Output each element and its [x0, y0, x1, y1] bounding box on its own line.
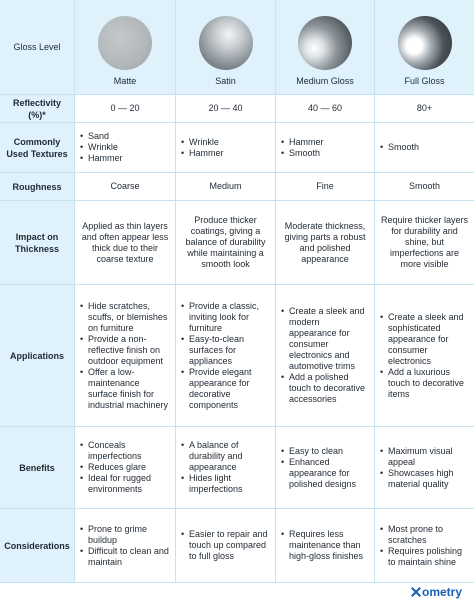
- bullet-list: [80, 524, 170, 568]
- header-row: [0, 0, 474, 95]
- header-matte: [75, 0, 176, 95]
- list-item: • Hammer: [181, 148, 270, 159]
- list-item: • Enhanced appearance for polished designs: [281, 457, 369, 490]
- list-item: • Difficult to clean and maintain: [80, 546, 170, 568]
- list-item: • Add a luxurious touch to decorative items: [380, 367, 469, 400]
- matte-swatch: [98, 16, 152, 70]
- textures-satin: [176, 123, 276, 173]
- reflectivity-row: [0, 95, 474, 123]
- considerations-row: [0, 509, 474, 583]
- textures-medium-gloss: [276, 123, 375, 173]
- bullet-list: [80, 301, 170, 411]
- medium-gloss-label: Medium Gloss: [296, 75, 354, 86]
- thickness-satin: Produce thicker coatings, giving a balance of durability while maintaining a smooth look: [176, 201, 276, 285]
- benefits-satin: [176, 427, 276, 509]
- list-item: • Prone to grime buildup: [80, 524, 170, 546]
- bullet-list: [380, 312, 469, 400]
- list-item: • Requires less maintenance than high-gloss finishes: [281, 529, 369, 562]
- list-item: • Requires polishing to maintain shine: [380, 546, 469, 568]
- list-item: • Hammer: [80, 153, 170, 164]
- applications-label: Applications: [0, 285, 75, 427]
- considerations-label: Considerations: [0, 509, 75, 583]
- header-medium-gloss: [276, 0, 375, 95]
- textures-row: [0, 123, 474, 173]
- considerations-matte: [75, 509, 176, 583]
- list-item: • Smooth: [281, 148, 369, 159]
- list-item: • Sand: [80, 131, 170, 142]
- considerations-medium-gloss: [276, 509, 375, 583]
- thickness-medium-gloss: Moderate thickness, giving parts a robust and polished appearance: [276, 201, 375, 285]
- bullet-list: [281, 306, 369, 405]
- bullet-list: [281, 137, 369, 159]
- header-full-gloss: [375, 0, 474, 95]
- applications-full-gloss: [375, 285, 474, 427]
- list-item: • Showcases high material quality: [380, 468, 469, 490]
- reflectivity-satin: 20 — 40: [176, 95, 276, 123]
- roughness-medium-gloss: Fine: [276, 173, 375, 201]
- list-item: • Wrinkle: [181, 137, 270, 148]
- roughness-label: Roughness: [0, 173, 75, 201]
- x-mark-icon: [411, 587, 421, 597]
- bullet-list: [380, 446, 469, 490]
- bullet-list: [281, 529, 369, 562]
- list-item: • A balance of durability and appearance: [181, 440, 270, 473]
- list-item: • Maximum visual appeal: [380, 446, 469, 468]
- thickness-matte: Applied as thin layers and often appear less thick due to their coarse texture: [75, 201, 176, 285]
- list-item: • Provide elegant appearance for decorative components: [181, 367, 270, 411]
- thickness-label: Impact on Thickness: [0, 201, 75, 285]
- applications-satin: [176, 285, 276, 427]
- roughness-row: [0, 173, 474, 201]
- list-item: • Most prone to scratches: [380, 524, 469, 546]
- bullet-list: [380, 524, 469, 568]
- reflectivity-medium-gloss: 40 — 60: [276, 95, 375, 123]
- applications-row: [0, 285, 474, 427]
- benefits-label: Benefits: [0, 427, 75, 509]
- list-item: • Add a polished touch to decorative accessories: [281, 372, 369, 405]
- satin-swatch: [199, 16, 253, 70]
- list-item: • Ideal for rugged environments: [80, 473, 170, 495]
- bullet-list: [80, 440, 170, 495]
- list-item: • Hammer: [281, 137, 369, 148]
- full-gloss-label: Full Gloss: [404, 75, 445, 86]
- bullet-list: [181, 529, 270, 562]
- benefits-row: [0, 427, 474, 509]
- list-item: • Easy to clean: [281, 446, 369, 457]
- bullet-list: [181, 137, 270, 159]
- reflectivity-label: Reflectivity (%)*: [0, 95, 75, 123]
- logo-text: ometry: [421, 585, 462, 599]
- benefits-full-gloss: [375, 427, 474, 509]
- matte-label: Matte: [113, 75, 137, 86]
- list-item: • Easy-to-clean surfaces for appliances: [181, 334, 270, 367]
- textures-matte: [75, 123, 176, 173]
- reflectivity-full-gloss: 80+: [375, 95, 474, 123]
- applications-medium-gloss: [276, 285, 375, 427]
- benefits-medium-gloss: [276, 427, 375, 509]
- roughness-satin: Medium: [176, 173, 276, 201]
- list-item: • Hide scratches, scuffs, or blemishes on furniture: [80, 301, 170, 334]
- roughness-matte: Coarse: [75, 173, 176, 201]
- satin-label: Satin: [215, 75, 236, 86]
- list-item: • Easier to repair and touch up compared to full gloss: [181, 529, 270, 562]
- list-item: • Conceals imperfections: [80, 440, 170, 462]
- roughness-full-gloss: Smooth: [375, 173, 474, 201]
- applications-matte: [75, 285, 176, 427]
- gloss-level-label: Gloss Level: [0, 0, 75, 95]
- bullet-list: [181, 440, 270, 495]
- xometry-logo: [411, 585, 462, 599]
- full-gloss-swatch: [398, 16, 452, 70]
- reflectivity-matte: 0 — 20: [75, 95, 176, 123]
- medium-gloss-swatch: [298, 16, 352, 70]
- bullet-list: [181, 301, 270, 411]
- list-item: • Provide a non-reflective finish on outdoor equipment: [80, 334, 170, 367]
- bullet-list: [380, 142, 469, 153]
- list-item: • Wrinkle: [80, 142, 170, 153]
- list-item: • Reduces glare: [80, 462, 170, 473]
- list-item: • Create a sleek and sophisticated appearance for consumer electronics: [380, 312, 469, 367]
- considerations-full-gloss: [375, 509, 474, 583]
- list-item: • Hides light imperfections: [181, 473, 270, 495]
- considerations-satin: [176, 509, 276, 583]
- header-satin: [176, 0, 276, 95]
- thickness-full-gloss: Require thicker layers for durability and shine, but imperfections are more visible: [375, 201, 474, 285]
- thickness-row: [0, 201, 474, 285]
- list-item: • Create a sleek and modern appearance for consumer electronics and automotive trims: [281, 306, 369, 372]
- textures-full-gloss: [375, 123, 474, 173]
- bullet-list: [281, 446, 369, 490]
- list-item: • Offer a low-maintenance surface finish for industrial machinery: [80, 367, 170, 411]
- list-item: • Provide a classic, inviting look for furniture: [181, 301, 270, 334]
- list-item: • Smooth: [380, 142, 469, 153]
- textures-label: Commonly Used Textures: [0, 123, 75, 173]
- bullet-list: [80, 131, 170, 164]
- benefits-matte: [75, 427, 176, 509]
